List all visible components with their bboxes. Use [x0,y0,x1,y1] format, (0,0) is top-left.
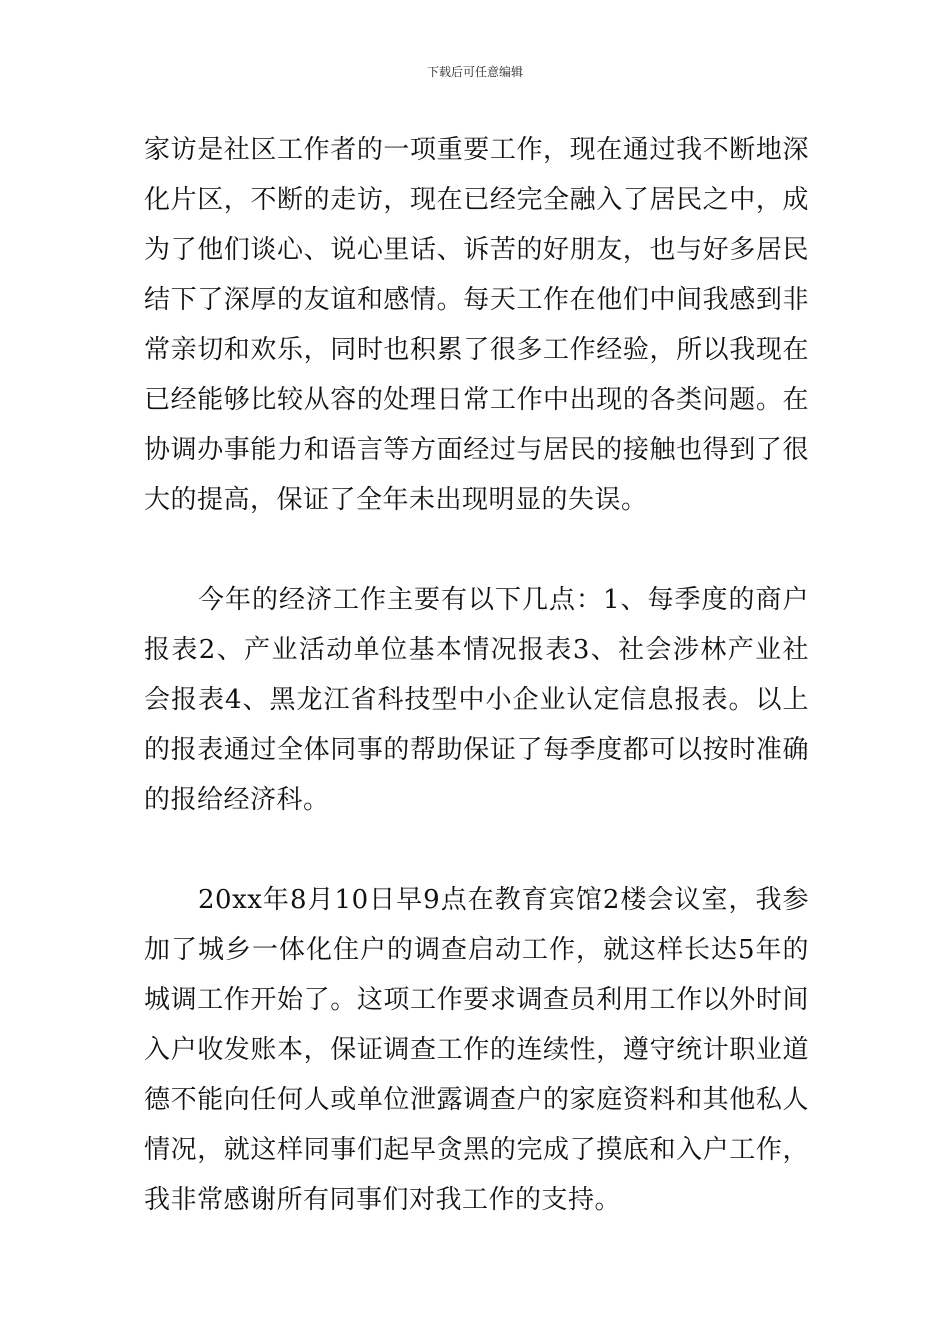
document-body [144,125,809,1225]
paragraph-survey-work: 20xx年8月10日早9点在教育宾馆2楼会议室，我参加了城乡一体化住户的调查启动工作，就这样长达5年的城调工作开始了。这项工作要求调查员利用工作以外时间入户收发账本，保证调查工作的连续性，遵守统计职业道德不能向任何人或单位泄露调查户的家庭资料和其他私人情况，就这样同事们起早贪黑的完成了摸底和入户工作，我非常感谢所有同事们对我工作的支持。 [144,885,809,1215]
header-note: 下载后可任意编辑 [426,65,523,79]
paragraph-gap [144,525,809,575]
paragraph-economic-work: 今年的经济工作主要有以下几点：1、每季度的商户报表2、产业活动单位基本情况报表3、社会涉林产业社会报表4、黑龙江省科技型中小企业认定信息报表。以上的报表通过全体同事的帮助保证了每季度都可以按时准确的报给经济科。 [144,585,809,815]
paragraph-gap [144,825,809,875]
paragraph-home-visits: 家访是社区工作者的一项重要工作，现在通过我不断地深化片区，不断的走访，现在已经完全融入了居民之中，成为了他们谈心、说心里话、诉苦的好朋友，也与好多居民结下了深厚的友谊和感情。每天工作在他们中间我感到非常亲切和欢乐，同时也积累了很多工作经验，所以我现在已经能够比较从容的处理日常工作中出现的各类问题。在协调办事能力和语言等方面经过与居民的接触也得到了很大的提高，保证了全年未出现明显的失误。 [144,135,809,515]
